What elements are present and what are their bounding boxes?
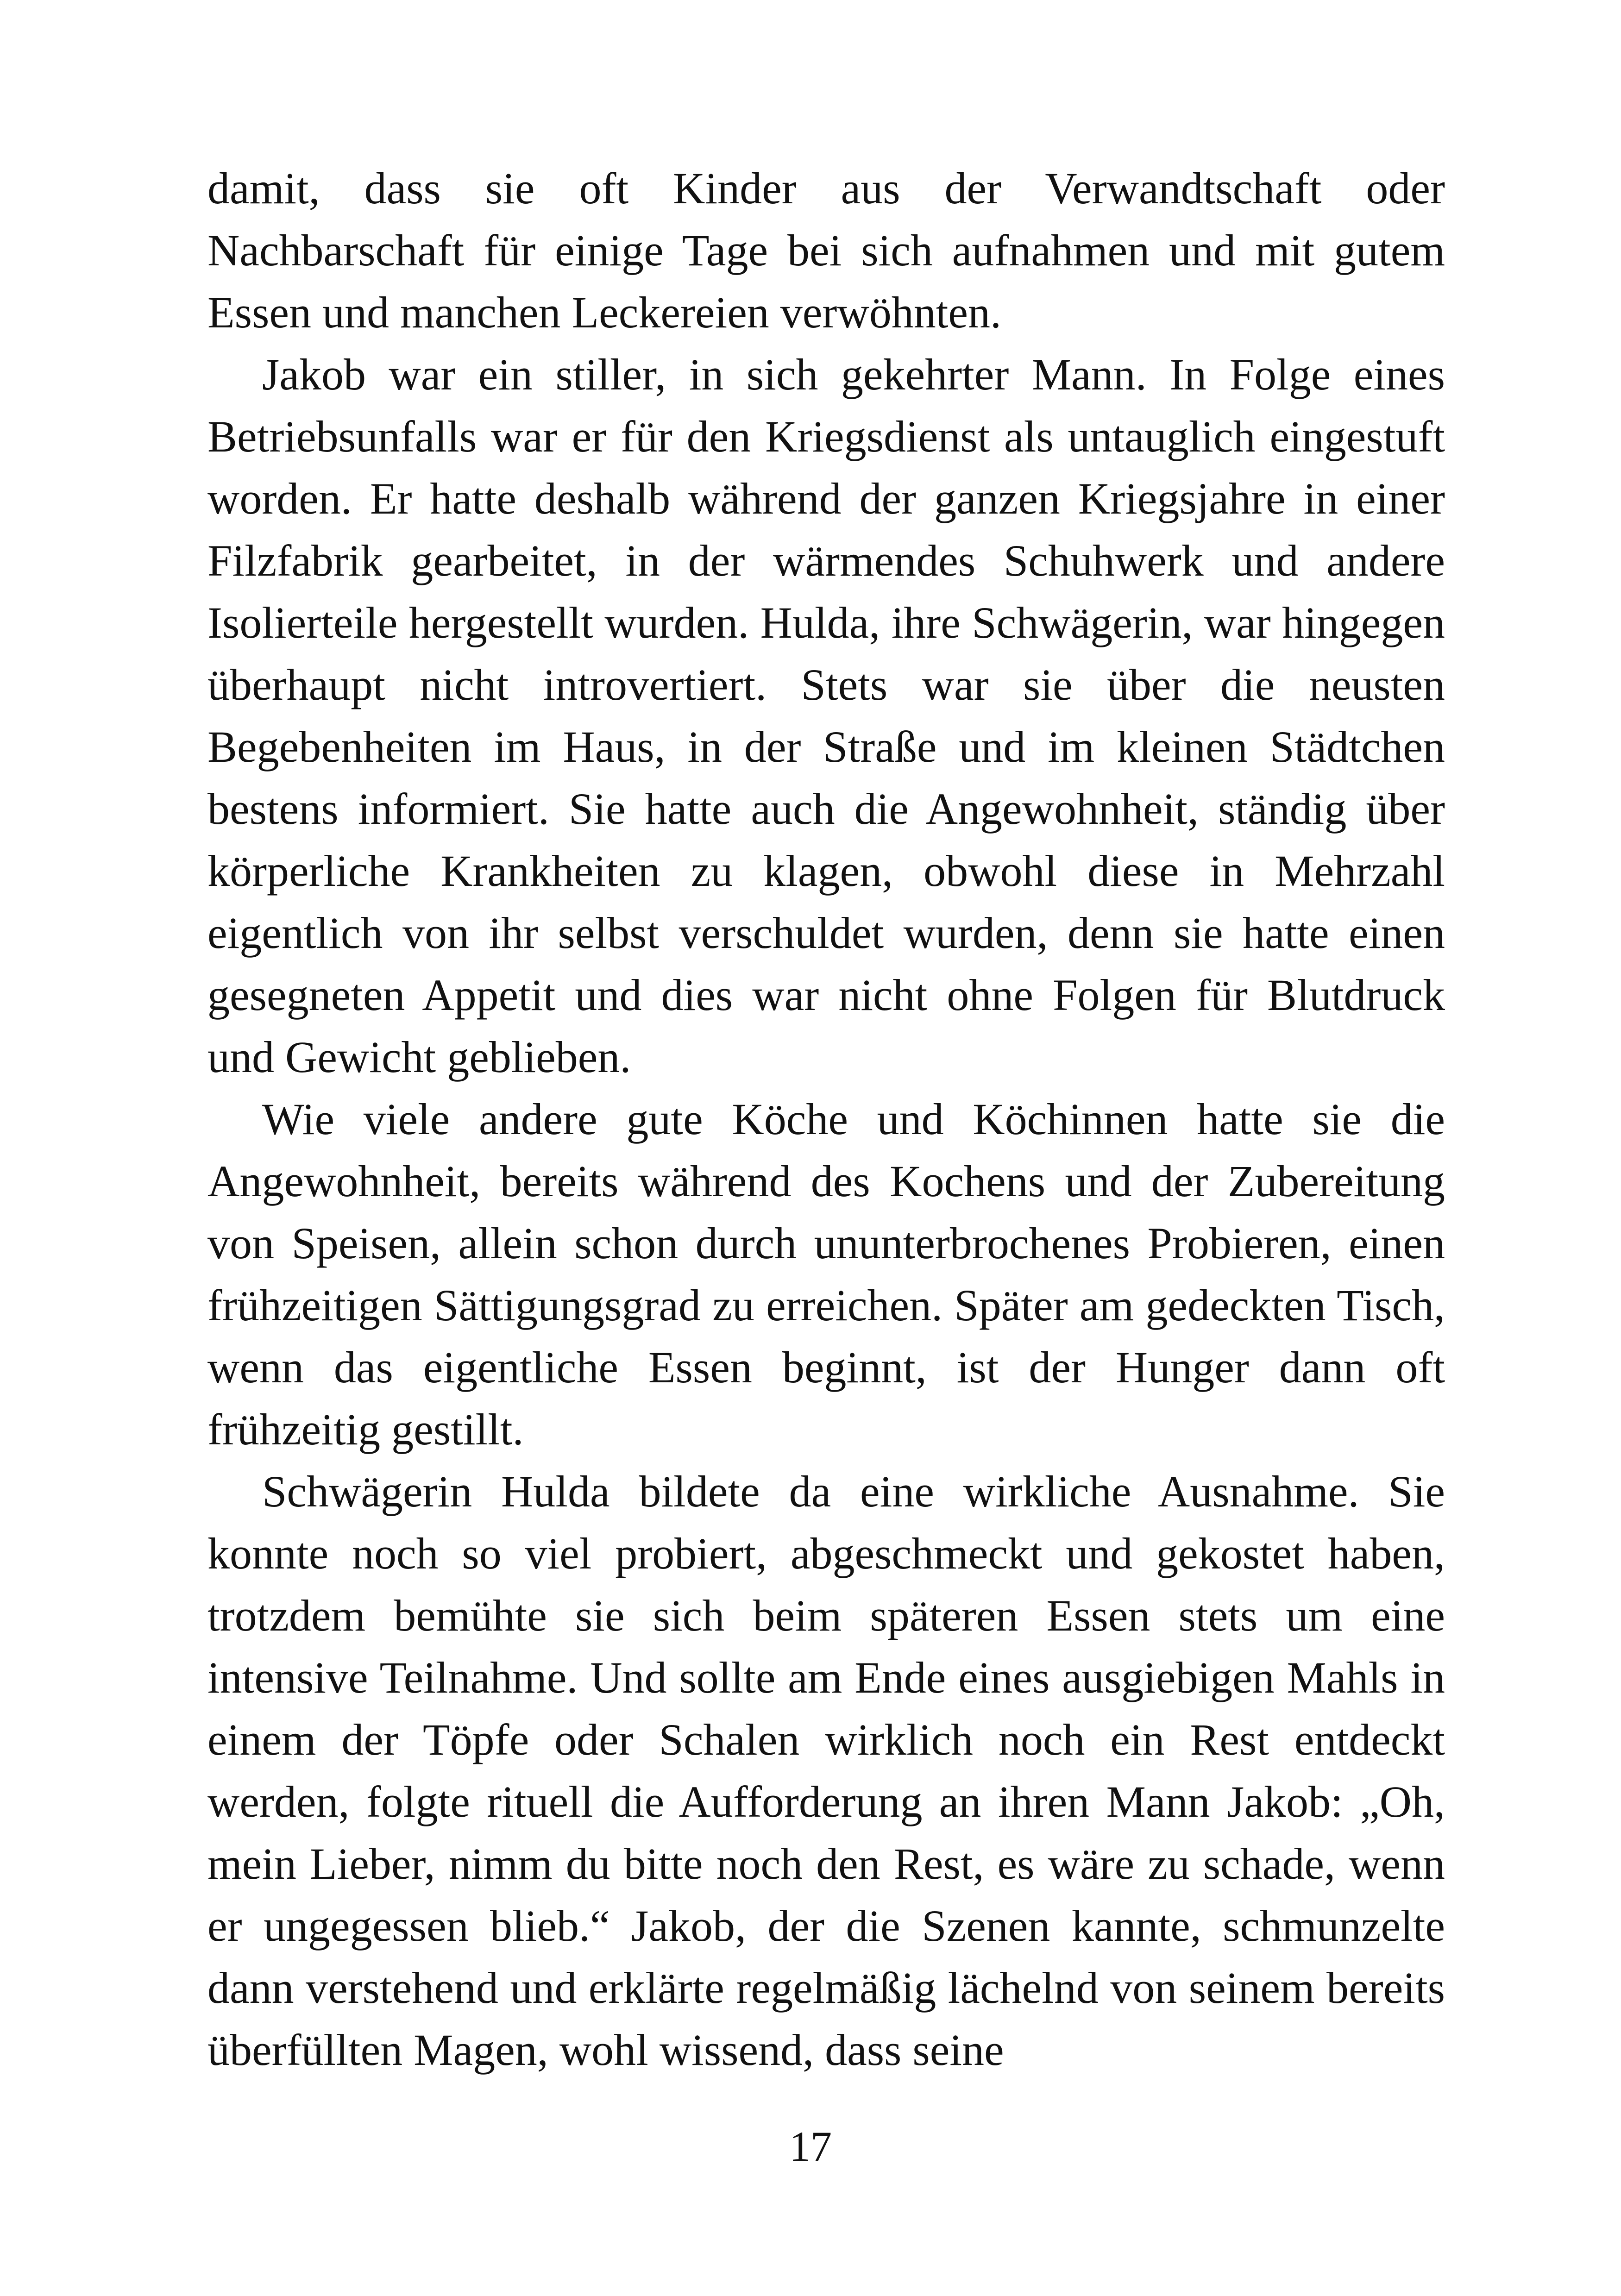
- paragraph-1: damit, dass sie oft Kinder aus der Verwandtschaft oder Nachbarschaft für einige Tage bei sich aufnahmen und mit gutem Essen und manchen Leckereien verwöhnten.: [207, 163, 1445, 337]
- page-number: 17: [789, 2123, 832, 2170]
- paragraph-2: Jakob war ein stiller, in sich gekehrter Mann. In Folge eines Betriebsunfalls war er für den Kriegsdienst als untauglich eingestuft worden. Er hatte deshalb während der ganzen Kriegsjahre in einer Filzfabrik gearbeitet, in der wärmendes Schuhwerk und andere Isolierteile hergestellt wurden. Hulda, ihre Schwägerin, war hingegen überhaupt nicht introvertiert. Stets war sie über die neusten Begebenheiten im Haus, in der Straße und im kleinen Städtchen bestens informiert. Sie hatte auch die Angewohnheit, ständig über körperliche Krankheiten zu klagen, obwohl diese in Mehrzahl eigentlich von ihr selbst verschuldet wurden, denn sie hatte einen gesegneten Appetit und dies war nicht ohne Folgen für Blutdruck und Gewicht geblieben.: [207, 350, 1445, 1082]
- paragraph-4: Schwägerin Hulda bildete da eine wirkliche Ausnahme. Sie konnte noch so viel probiert, abgeschmeckt und gekostet haben, trotzdem bemühte sie sich beim späteren Essen stets um eine intensive Teilnahme. Und sollte am Ende eines ausgiebigen Mahls in einem der Töpfe oder Schalen wirklich noch ein Rest entdeckt werden, folgte rituell die Aufforderung an ihren Mann Jakob: „Oh, mein Lieber, nimm du bitte noch den Rest, es wäre zu schade, wenn er ungegessen blieb.“ Jakob, der die Szenen kannte, schmunzelte dann verstehend und erklärte regelmäßig lächelnd von seinem bereits überfüllten Magen, wohl wissend, dass seine: [207, 1467, 1445, 2075]
- body-text: [207, 157, 1445, 2081]
- paragraph-3: Wie viele andere gute Köche und Köchinnen hatte sie die Angewohnheit, bereits während des Kochens und der Zubereitung von Speisen, allein schon durch ununterbrochenes Probieren, einen frühzeitigen Sättigungsgrad zu erreichen. Später am gedeckten Tisch, wenn das eigentliche Essen beginnt, ist der Hunger dann oft frühzeitig gestillt.: [207, 1094, 1445, 1454]
